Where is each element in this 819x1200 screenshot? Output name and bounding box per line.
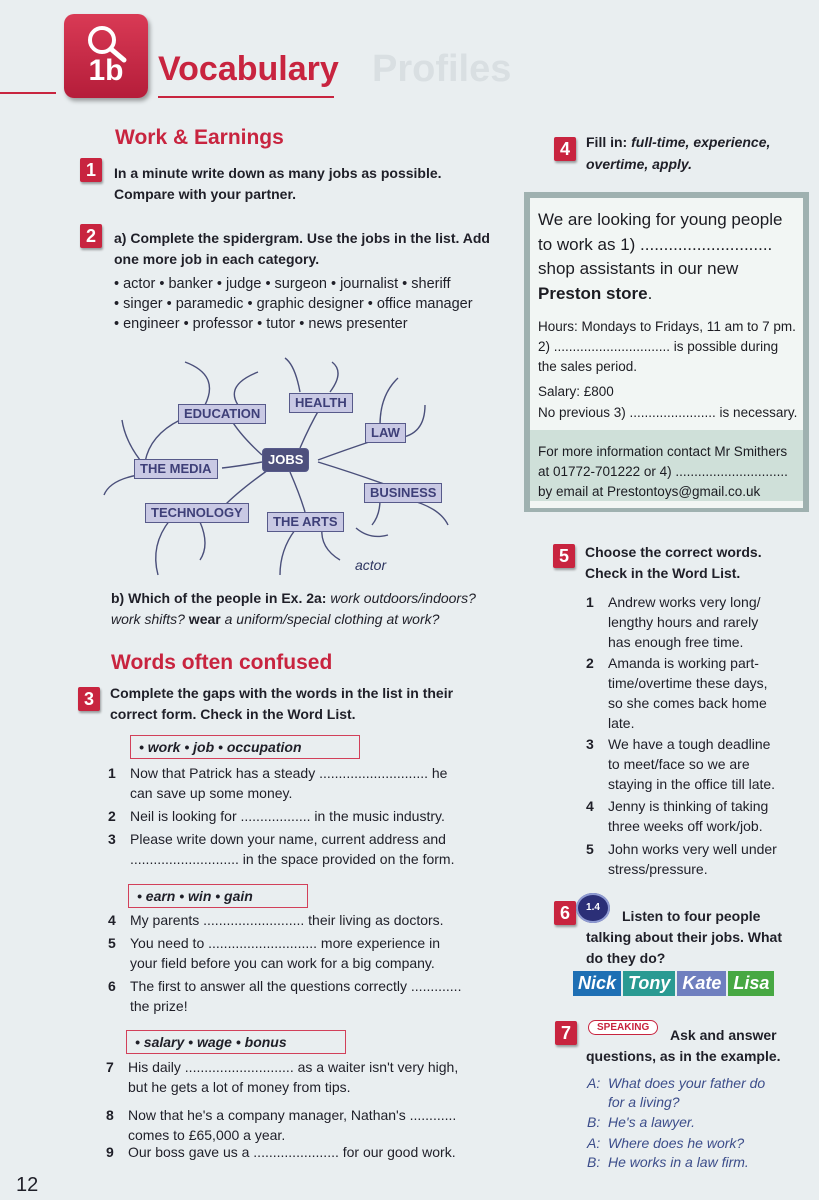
- item-line: the prize!: [130, 998, 188, 1014]
- jobs-list-line: • engineer • professor • tutor • news presenter: [114, 316, 408, 332]
- spider-node-health: HEALTH: [289, 393, 353, 413]
- advert-overtime: [538, 337, 778, 377]
- dialogue-text: He works in a law firm.: [608, 1154, 749, 1170]
- item-line: has enough free time.: [608, 634, 744, 650]
- exercise-number: 3: [78, 687, 100, 711]
- dialogue-text: Where does he work?: [608, 1135, 745, 1151]
- jobs-list-line: • actor • banker • judge • surgeon • journalist • sheriff: [114, 276, 451, 292]
- exercise-6-instruction: [586, 906, 782, 969]
- item-number: 4: [586, 798, 594, 814]
- word-box: • work • job • occupation: [130, 735, 360, 759]
- unit-badge-label: 1b: [88, 54, 124, 87]
- speaker-name-lisa: Lisa: [728, 971, 774, 996]
- item-number: 6: [108, 978, 116, 994]
- item-number: 1: [108, 765, 116, 781]
- item-line: Our boss gave us a ...................... for our good work.: [128, 1144, 456, 1160]
- item-line: late.: [608, 715, 635, 731]
- exercise-number: 7: [555, 1021, 577, 1045]
- item-line: comes to £65,000 a year.: [128, 1127, 286, 1143]
- instruction-line: one more job in each category.: [114, 251, 320, 267]
- exercise-3-instruction: [110, 684, 453, 724]
- exercise-number: 6: [554, 901, 576, 925]
- item-line: ............................ in the space provided on the form.: [130, 851, 455, 867]
- item-number: 1: [586, 594, 594, 610]
- item-line: The first to answer all the questions correctly .............: [130, 978, 462, 994]
- choice-item: [586, 592, 808, 652]
- speaker-label: B:: [587, 1114, 601, 1130]
- item-number: 2: [108, 808, 116, 824]
- exercise-7-instruction: [586, 1025, 781, 1067]
- question-options: work shifts?: [111, 611, 185, 627]
- advert-line: at 01772-701222 or 4) ..............................: [538, 464, 788, 479]
- instruction-line: talking about their jobs. What: [586, 929, 782, 945]
- jobs-list-line: • singer • paramedic • graphic designer • office manager: [114, 296, 473, 312]
- advert-line: to work as 1) ............................: [538, 235, 773, 254]
- word-box: • earn • win • gain: [128, 884, 308, 908]
- item-line: staying in the office till late.: [608, 776, 776, 792]
- dialogue-line: [587, 1134, 745, 1153]
- spider-node-business: BUSINESS: [364, 483, 442, 503]
- item-line-text: Andrew works very long/: [608, 594, 761, 610]
- speaker-label: A:: [587, 1135, 601, 1151]
- instruction-line: do they do?: [586, 950, 666, 966]
- instruction-line: Compare with your partner.: [114, 186, 297, 202]
- spider-node-education: EDUCATION: [178, 404, 266, 424]
- item-line: Amanda is working part-: [608, 655, 759, 671]
- item-number: 7: [106, 1059, 114, 1075]
- spider-node-technology: TECHNOLOGY: [145, 503, 249, 523]
- item-number: 3: [586, 736, 594, 752]
- choice-item: [586, 839, 808, 879]
- item-line: Please write down your name, current address and: [130, 831, 446, 847]
- item-line: but he gets a lot of money from tips.: [128, 1079, 351, 1095]
- exercise-number: 2: [80, 224, 102, 248]
- item-line: We have a tough deadline: [608, 736, 771, 752]
- item-line: [608, 592, 761, 612]
- advert-hours: Hours: Mondays to Fridays, 11 am to 7 pm.: [538, 319, 796, 334]
- item-line: stress/pressure.: [608, 861, 708, 877]
- section-title-work-earnings: Work & Earnings: [115, 126, 284, 149]
- gap-item: [108, 829, 518, 869]
- gap-item: [108, 910, 518, 930]
- instruction-label: Fill in:: [586, 134, 632, 150]
- item-number: 2: [586, 655, 594, 671]
- spider-node-law: LAW: [365, 423, 406, 443]
- advert-line: by email at Prestontoys@gmail.co.uk: [538, 484, 761, 499]
- speaker-name-kate: Kate: [677, 971, 726, 996]
- dialogue-line: [587, 1074, 766, 1093]
- dialogue-text: What does your father do: [608, 1075, 766, 1091]
- spider-node-media: THE MEDIA: [134, 459, 218, 479]
- item-line: His daily ............................ as a waiter isn't very high,: [128, 1059, 459, 1075]
- speaker-names: [573, 971, 776, 996]
- choice-item: [586, 734, 808, 794]
- speaking-tag: SPEAKING: [588, 1020, 658, 1035]
- page-number: 12: [16, 1174, 39, 1196]
- spider-node-jobs: JOBS: [262, 448, 309, 472]
- gap-item: [108, 933, 518, 973]
- item-number: 5: [108, 935, 116, 951]
- instruction-line: Listen to four people: [622, 908, 761, 924]
- advert-experience: No previous 3) ....................... is necessary.: [538, 405, 798, 420]
- part-label: b): [111, 590, 125, 606]
- item-number: 4: [108, 912, 116, 928]
- item-line: Neil is looking for .................. in the music industry.: [130, 808, 445, 824]
- advert-contact: [538, 442, 788, 502]
- exercise-5-instruction: [585, 542, 762, 584]
- exercise-2b: [111, 588, 531, 630]
- item-number: 3: [108, 831, 116, 847]
- instruction-line: Complete the gaps with the words in the list in their: [110, 685, 454, 701]
- item-line: lengthy hours and rarely: [608, 614, 759, 630]
- choice-item: [586, 796, 808, 836]
- audio-track-number: 1.4: [586, 902, 600, 913]
- item-line: so she comes back home: [608, 695, 767, 711]
- advert-salary: Salary: £800: [538, 384, 614, 399]
- item-line: You need to ............................ more experience in: [130, 935, 440, 951]
- spider-node-arts: THE ARTS: [267, 512, 344, 532]
- dialogue-line: for a living?: [608, 1094, 680, 1110]
- instruction-line: a) Complete the spidergram. Use the jobs in the list. Add: [114, 230, 490, 246]
- punctuation: .: [647, 284, 653, 303]
- item-number: 9: [106, 1144, 114, 1160]
- item-line: three weeks off work/job.: [608, 818, 763, 834]
- question-text: Which of the people in Ex. 2a:: [124, 590, 331, 606]
- item-line: to meet/face so we are: [608, 756, 750, 772]
- advert-line: the sales period.: [538, 359, 638, 374]
- gap-item: [108, 976, 518, 1016]
- item-line: can save up some money.: [130, 785, 293, 801]
- instruction-words: overtime, apply.: [586, 156, 693, 172]
- store-name: Preston store: [538, 284, 648, 303]
- advert-line: We are looking for young people: [538, 210, 783, 229]
- question-text: wear: [184, 611, 225, 627]
- speaker-label: B:: [587, 1154, 601, 1170]
- instruction-line: Check in the Word List.: [585, 565, 741, 581]
- speaker-name-nick: Nick: [573, 971, 621, 996]
- dialogue-line: [587, 1113, 695, 1132]
- question-options: a uniform/special clothing at work?: [224, 611, 440, 627]
- gap-item: [106, 1105, 518, 1145]
- spider-example-job: actor: [355, 557, 387, 573]
- instruction-line: correct form. Check in the Word List.: [110, 706, 356, 722]
- advert-store-name: [538, 282, 652, 305]
- exercise-number: 4: [554, 137, 576, 161]
- item-line: your field before you can work for a big company.: [130, 955, 435, 971]
- item-line: Jenny is thinking of taking: [608, 798, 769, 814]
- choice-item: [586, 653, 808, 733]
- speaker-name-tony: Tony: [623, 971, 675, 996]
- section-title-words-confused: Words often confused: [111, 651, 333, 674]
- dialogue-text: He's a lawyer.: [608, 1114, 695, 1130]
- dialogue-line: [587, 1153, 749, 1172]
- item-number: 5: [586, 841, 594, 857]
- speaker-label: A:: [587, 1075, 601, 1091]
- word-box: • salary • wage • bonus: [126, 1030, 346, 1054]
- gap-item: [108, 763, 518, 803]
- gap-item: [106, 1142, 518, 1162]
- item-line: Now that Patrick has a steady ............................ he: [130, 765, 448, 781]
- item-line: My parents .......................... their living as doctors.: [130, 912, 444, 928]
- instruction-line: questions, as in the example.: [586, 1048, 781, 1064]
- item-line: time/overtime these days,: [608, 675, 768, 691]
- advert-line: shop assistants in our new: [538, 259, 739, 278]
- gap-item: [108, 806, 518, 826]
- instruction-line: Ask and answer: [670, 1027, 777, 1043]
- instruction-line: In a minute write down as many jobs as possible.: [114, 165, 442, 181]
- exercise-number: 1: [80, 158, 102, 182]
- gap-item: [106, 1057, 518, 1097]
- exercise-number: 5: [553, 544, 575, 568]
- advert-line: 2) ............................... is possible during: [538, 339, 779, 354]
- instruction-line: Choose the correct words.: [585, 544, 762, 560]
- item-number: 8: [106, 1107, 114, 1123]
- advert-line: For more information contact Mr Smithers: [538, 444, 788, 459]
- instruction-words: full-time, experience,: [631, 134, 771, 150]
- exercise-4-instruction: [586, 131, 770, 175]
- ghost-heading: Profiles: [372, 48, 512, 90]
- question-options: work outdoors/indoors?: [330, 590, 476, 606]
- item-line: John works very well under: [608, 841, 777, 857]
- page-title: Vocabulary: [158, 50, 339, 88]
- item-line: Now that he's a company manager, Nathan's ............: [128, 1107, 457, 1123]
